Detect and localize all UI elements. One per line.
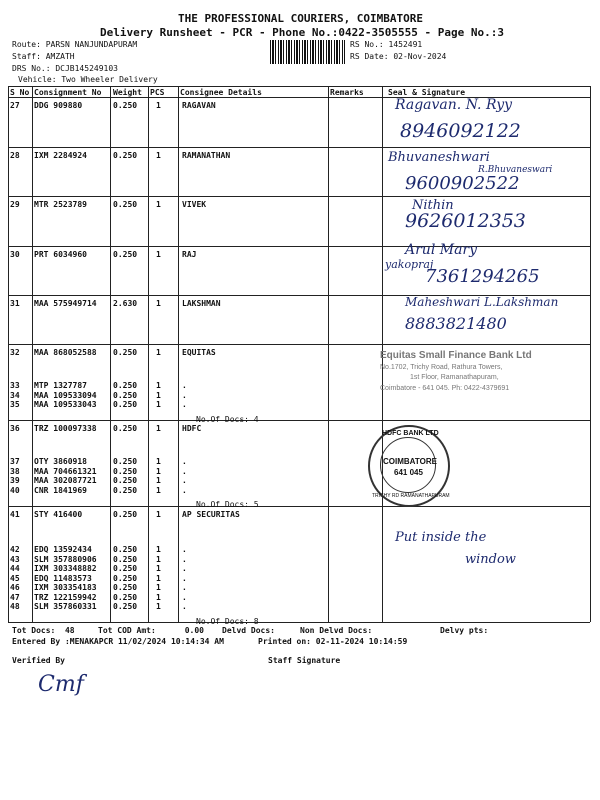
- column-header: Remarks: [330, 88, 364, 97]
- signature-30-name: Arul Mary: [405, 242, 478, 258]
- row-sno: 30: [10, 250, 20, 259]
- row-pcs: 1: [156, 545, 161, 554]
- row-pcs: 1: [156, 466, 161, 476]
- docs-count: No.Of Docs: 4: [196, 414, 259, 424]
- row-sno: 45: [10, 573, 20, 583]
- note-41-line2: window: [465, 552, 516, 567]
- signature-30-sub: yakopraj: [385, 258, 434, 271]
- delvd-docs: Delvd Docs:: [222, 626, 275, 635]
- row-sno: 33: [10, 381, 20, 390]
- row-pcs: 1: [156, 250, 161, 259]
- column-divider: [178, 86, 179, 622]
- row-consignment-no: DDG 909880: [34, 101, 83, 110]
- row-consignee: .: [182, 592, 187, 602]
- column-divider: [8, 86, 9, 622]
- row-consignment-no: TRZ 100097338: [34, 424, 97, 433]
- row-sno: 47: [10, 592, 20, 602]
- row-consignee: .: [182, 400, 187, 409]
- row-pcs: 1: [156, 299, 161, 308]
- column-header: Weight: [113, 88, 142, 97]
- row-consignee: .: [182, 573, 187, 583]
- row-sno: 48: [10, 602, 20, 611]
- row-consignment-no: IXM 303354183: [34, 583, 97, 592]
- signature-29-phone: 9626012353: [405, 210, 526, 232]
- tot-docs: Tot Docs: 48: [12, 626, 75, 635]
- equitas-stamp-addr3: Coimbatore - 641 045. Ph: 0422-4379691: [380, 385, 510, 392]
- column-header: PCS: [150, 88, 165, 97]
- row-consignee: .: [182, 485, 187, 495]
- row-pcs: 1: [156, 602, 161, 611]
- group-divider: [8, 622, 590, 623]
- verified-signature: Cmf: [38, 672, 84, 697]
- row-weight: 0.250: [113, 400, 138, 409]
- row-consignment-no: EDQ 13592434: [34, 545, 92, 554]
- row-pcs: 1: [156, 485, 161, 495]
- row-sno: 46: [10, 583, 20, 592]
- row-sno: 44: [10, 564, 20, 573]
- row-consignee: .: [182, 476, 187, 485]
- row-pcs: 1: [156, 151, 161, 160]
- row-weight: 0.250: [113, 200, 138, 209]
- signature-31-name: Maheshwari L.Lakshman: [405, 295, 559, 309]
- row-weight: 0.250: [113, 510, 138, 519]
- equitas-stamp: [380, 350, 570, 400]
- row-weight: 0.250: [113, 602, 138, 611]
- row-consignee: RAMANATHAN: [182, 151, 231, 160]
- docs-count: No.Of Docs: 5: [196, 500, 259, 509]
- signature-28-name: Bhuvaneshwari: [388, 150, 490, 165]
- equitas-stamp-addr2: 1st Floor, Ramanathapuram,: [410, 374, 499, 381]
- row-weight: 0.250: [113, 564, 138, 573]
- row-pcs: 1: [156, 381, 161, 390]
- rs-no-label: RS No.: 1452491: [350, 40, 423, 49]
- column-header: Seal & Signature: [388, 88, 466, 97]
- signature-27-phone: 8946092122: [400, 120, 521, 142]
- row-pcs: 1: [156, 554, 161, 564]
- group-divider: [8, 246, 590, 247]
- barcode: [270, 40, 345, 64]
- row-consignee: RAGAVAN: [182, 101, 216, 110]
- row-consignment-no: EDQ 11483573: [34, 573, 92, 583]
- row-weight: 0.250: [113, 573, 138, 583]
- row-consignee: VIVEK: [182, 200, 207, 209]
- hdfc-stamp-pin: 641 045: [394, 468, 423, 477]
- row-consignment-no: IXM 303348882: [34, 564, 97, 573]
- row-consignment-no: TRZ 122159942: [34, 592, 97, 602]
- equitas-stamp-name: Equitas Small Finance Bank Ltd: [380, 350, 532, 361]
- row-consignment-no: SLM 357880906: [34, 554, 97, 564]
- row-sno: 42: [10, 545, 20, 554]
- route-label: Route: PARSN NANJUNDAPURAM: [12, 40, 138, 49]
- signature-29-name: Nithin: [412, 198, 454, 213]
- note-41-line1: Put inside the: [395, 530, 487, 545]
- row-consignment-no: MAA 302087721: [34, 476, 97, 485]
- row-weight: 0.250: [113, 476, 138, 485]
- row-consignment-no: MAA 575949714: [34, 299, 97, 308]
- row-sno: 28: [10, 151, 20, 160]
- row-consignee: RAJ: [182, 250, 197, 259]
- hdfc-stamp: [368, 425, 450, 507]
- row-sno: 36: [10, 424, 20, 433]
- row-pcs: 1: [156, 583, 161, 592]
- row-consignment-no: MTP 1327787: [34, 381, 87, 390]
- row-consignee: HDFC: [182, 424, 202, 433]
- row-consignee: .: [182, 457, 187, 466]
- column-divider: [148, 86, 149, 622]
- group-divider: [8, 506, 590, 507]
- row-weight: 0.250: [113, 151, 138, 160]
- signature-30-phone: 7361294265: [425, 266, 540, 287]
- row-consignment-no: OTY 3860918: [34, 457, 87, 466]
- row-weight: 0.250: [113, 466, 138, 476]
- column-header: S No: [10, 88, 30, 97]
- row-weight: 0.250: [113, 554, 138, 564]
- row-consignment-no: PRT 6034960: [34, 250, 87, 259]
- row-pcs: 1: [156, 592, 161, 602]
- row-sno: 27: [10, 101, 20, 110]
- row-pcs: 1: [156, 200, 161, 209]
- row-sno: 37: [10, 457, 20, 466]
- verified-by-label: Verified By: [12, 656, 65, 665]
- row-weight: 0.250: [113, 381, 138, 390]
- row-weight: 0.250: [113, 250, 138, 259]
- signature-28-sub: R.Bhuvaneswari: [478, 165, 553, 175]
- column-header: Consignment No: [34, 88, 102, 97]
- row-pcs: 1: [156, 348, 161, 357]
- vehicle-label: Vehicle: Two Wheeler Delivery: [18, 75, 158, 84]
- row-consignment-no: MAA 704661321: [34, 466, 97, 476]
- row-pcs: 1: [156, 476, 161, 485]
- row-consignee: AP SECURITAS: [182, 510, 240, 519]
- delvy-pts: Delvy pts:: [440, 626, 489, 635]
- signature-27-name: Ragavan. N. Ryy: [395, 97, 513, 113]
- hdfc-stamp-center: COIMBATORE: [383, 457, 437, 466]
- row-weight: 0.250: [113, 424, 138, 433]
- row-pcs: 1: [156, 573, 161, 583]
- row-weight: 0.250: [113, 390, 138, 400]
- row-sno: 29: [10, 200, 20, 209]
- row-pcs: 1: [156, 564, 161, 573]
- row-sno: 34: [10, 390, 20, 400]
- entered-by: Entered By :MENAKAPCR 11/02/2024 10:14:34 AM: [12, 637, 224, 646]
- group-divider: [8, 196, 590, 197]
- non-delvd-docs: Non Delvd Docs:: [300, 626, 373, 635]
- equitas-stamp-addr1: No.1702, Trichy Road, Rathura Towers,: [380, 364, 503, 371]
- row-weight: 0.250: [113, 583, 138, 592]
- row-consignment-no: MTR 2523789: [34, 200, 87, 209]
- row-sno: 35: [10, 400, 20, 409]
- row-consignee: .: [182, 583, 187, 592]
- row-consignment-no: STY 416400: [34, 510, 83, 519]
- row-consignee: .: [182, 381, 187, 390]
- company-title: THE PROFESSIONAL COURIERS, COIMBATORE: [178, 12, 424, 25]
- column-divider: [110, 86, 111, 622]
- row-pcs: 1: [156, 457, 161, 466]
- row-sno: 38: [10, 466, 20, 476]
- drs-no-label: DRS No.: DCJB145249103: [12, 64, 118, 73]
- row-consignment-no: SLM 357860331: [34, 602, 97, 611]
- row-consignment-no: CNR 1841969: [34, 485, 87, 495]
- row-sno: 39: [10, 476, 20, 485]
- row-consignee: .: [182, 466, 187, 476]
- row-weight: 0.250: [113, 592, 138, 602]
- row-consignment-no: MAA 109533043: [34, 400, 97, 409]
- row-weight: 0.250: [113, 101, 138, 110]
- row-consignee: LAKSHMAN: [182, 299, 221, 308]
- row-pcs: 1: [156, 510, 161, 519]
- group-divider: [8, 147, 590, 148]
- tot-cod: Tot COD Amt: 0.00: [98, 626, 204, 635]
- column-divider: [32, 86, 33, 622]
- table-border-top: [8, 86, 590, 87]
- staff-signature-label: Staff Signature: [268, 656, 341, 665]
- hdfc-stamp-ring-text-2: TRICHY RD RAMANATHAPURAM: [372, 493, 450, 499]
- row-consignee: EQUITAS: [182, 348, 216, 357]
- docs-count: No.Of Docs: 8: [196, 616, 259, 626]
- hdfc-stamp-ring-text: HDFC BANK LTD: [382, 430, 439, 437]
- row-consignee: .: [182, 545, 187, 554]
- row-consignee: .: [182, 554, 187, 564]
- row-weight: 0.250: [113, 348, 138, 357]
- runsheet-title: Delivery Runsheet - PCR - Phone No.:0422-3505555 - Page No.:3: [100, 26, 504, 39]
- row-weight: 0.250: [113, 485, 138, 495]
- group-divider: [8, 420, 590, 421]
- row-pcs: 1: [156, 390, 161, 400]
- row-pcs: 1: [156, 400, 161, 409]
- row-weight: 0.250: [113, 457, 138, 466]
- row-sno: 41: [10, 510, 20, 519]
- row-pcs: 1: [156, 101, 161, 110]
- staff-label: Staff: AMZATH: [12, 52, 75, 61]
- row-consignee: .: [182, 602, 187, 611]
- row-consignment-no: MAA 109533094: [34, 390, 97, 400]
- column-divider: [590, 86, 591, 622]
- row-consignment-no: IXM 2284924: [34, 151, 87, 160]
- row-pcs: 1: [156, 424, 161, 433]
- row-sno: 32: [10, 348, 20, 357]
- row-sno: 31: [10, 299, 20, 308]
- column-divider: [328, 86, 329, 622]
- group-divider: [8, 344, 590, 345]
- rs-date-label: RS Date: 02-Nov-2024: [350, 52, 447, 61]
- row-consignee: .: [182, 564, 187, 573]
- row-sno: 40: [10, 485, 20, 495]
- column-header: Consignee Details: [180, 88, 262, 97]
- signature-28-phone: 9600902522: [405, 173, 520, 194]
- printed-on: Printed on: 02-11-2024 10:14:59: [258, 637, 408, 646]
- signature-31-phone: 8883821480: [405, 314, 507, 333]
- row-weight: 0.250: [113, 545, 138, 554]
- row-consignment-no: MAA 868052588: [34, 348, 97, 357]
- row-consignee: .: [182, 390, 187, 400]
- row-weight: 2.630: [113, 299, 138, 308]
- row-sno: 43: [10, 554, 20, 564]
